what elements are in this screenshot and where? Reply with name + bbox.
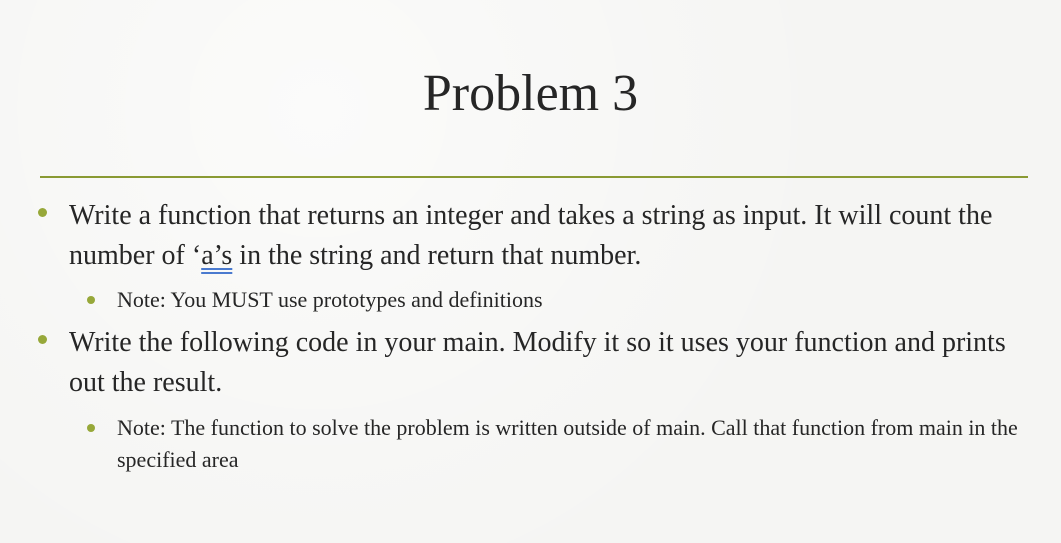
bullet-item [38, 196, 1038, 276]
bullet-text: Write the following code in your main. Modify it so it uses your function and prints out the result. [69, 327, 1006, 398]
sub-bullet-text: Note: You MUST use prototypes and definitions [117, 287, 543, 312]
sub-bullet-item [38, 284, 1038, 316]
sub-bullet-item [38, 412, 1038, 476]
sub-bullet-text: Note: The function to solve the problem is written outside of main. Call that function from main in the specified area [117, 415, 1018, 472]
slide-content [38, 196, 1038, 476]
bullet-dot-icon [38, 335, 47, 344]
bullet-text: in the string and return that number. [232, 240, 642, 271]
bullet-text: Write a function that returns an integer and takes a string as input. It will count the number of ‘ [69, 200, 993, 271]
bullet-dot-icon [87, 296, 95, 304]
underlined-word: a’s [201, 240, 233, 271]
title-divider [40, 176, 1028, 178]
slide-title: Problem 3 [422, 65, 639, 122]
bullet-item [38, 323, 1038, 403]
bullet-dot-icon [38, 208, 47, 217]
bullet-dot-icon [87, 424, 95, 432]
